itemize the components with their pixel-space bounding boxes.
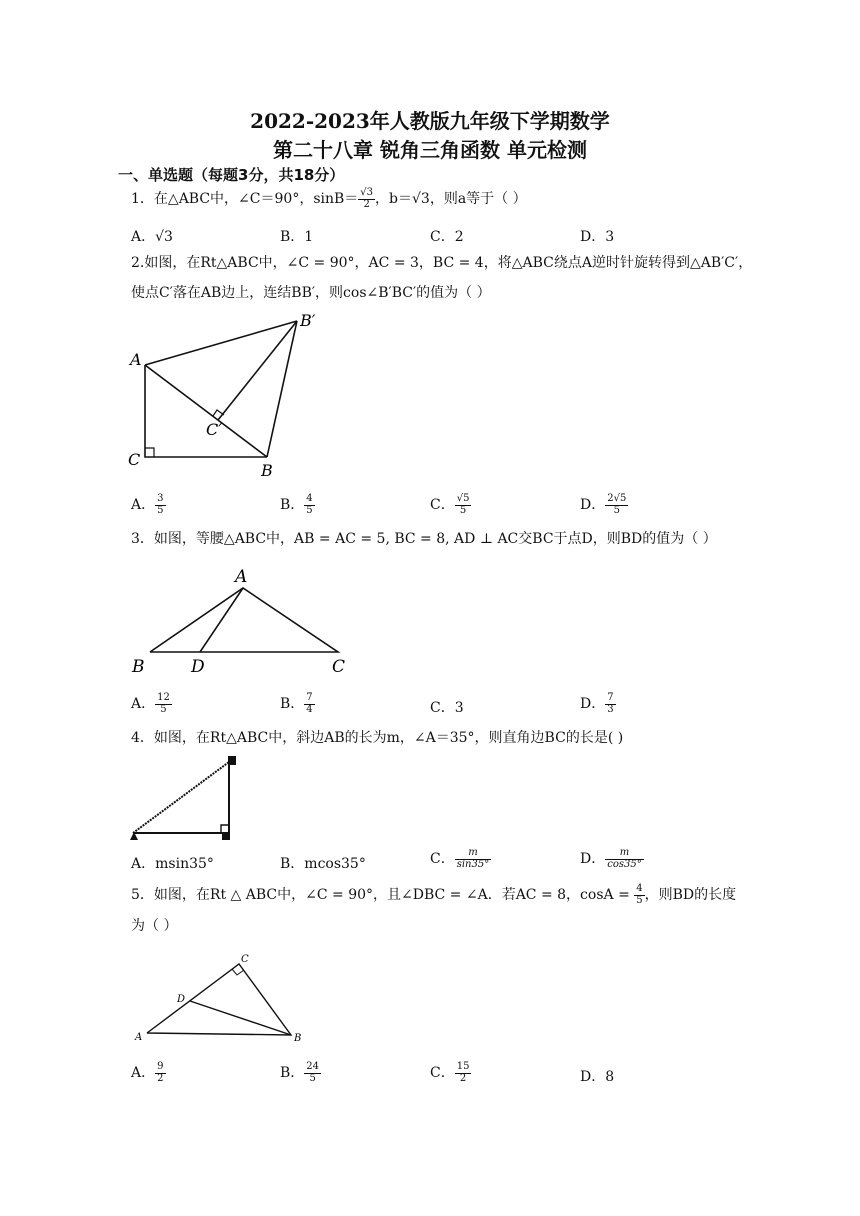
question-text: ，b＝√3，则a等于（ ） <box>375 191 527 207</box>
figure-label: B <box>132 657 145 677</box>
fraction-denominator: 5 <box>160 703 167 715</box>
fraction <box>605 693 615 715</box>
figure-q2 <box>120 306 330 482</box>
option-label: A． <box>131 696 156 712</box>
option-label: C． <box>430 229 455 245</box>
fraction-denominator: sin35° <box>456 858 490 870</box>
figure-label: D <box>191 657 205 677</box>
option-label: C． <box>430 700 455 716</box>
fraction <box>304 1062 321 1084</box>
option-a[interactable] <box>131 693 172 715</box>
question-2 <box>131 255 752 272</box>
fraction-denominator: 5 <box>613 504 620 516</box>
option-value: 2 <box>454 229 464 245</box>
fraction-denominator: 5 <box>306 504 313 516</box>
question-text: 如图，在Rt△ABC中，∠C = 90°，AC = 3，BC = 4，将△ABC绕点A逆时针旋转得到△AB′C′， <box>144 255 753 271</box>
option-a[interactable] <box>131 226 173 246</box>
fraction-denominator: 5 <box>459 504 467 516</box>
option-b[interactable] <box>280 853 366 873</box>
fraction-denominator: 2 <box>363 198 370 210</box>
figure-q4 <box>128 752 244 842</box>
fraction-denominator: 5 <box>157 504 164 516</box>
figure-label: D <box>177 994 186 1005</box>
fraction-numerator: 3 <box>157 493 164 504</box>
question-text: ，则BD的长度 <box>644 887 737 903</box>
option-b[interactable] <box>280 494 315 516</box>
figure-line <box>218 321 297 420</box>
option-label: B． <box>280 856 305 872</box>
fraction-numerator: √5 <box>456 493 470 504</box>
option-label: D． <box>580 229 606 245</box>
fraction-numerator: m <box>455 848 492 860</box>
option-c[interactable] <box>430 697 464 717</box>
figure-label: B <box>294 1033 302 1044</box>
document-title: 2022-2023年人教版九年级下学期数学 <box>250 109 610 133</box>
figure-label: A <box>235 567 248 587</box>
option-label: C． <box>430 1065 455 1081</box>
option-b[interactable] <box>280 693 315 715</box>
right-angle-mark <box>232 969 244 975</box>
fraction <box>304 494 314 516</box>
fraction <box>605 494 628 516</box>
figure-line <box>190 1001 291 1035</box>
option-value: 8 <box>605 1069 615 1085</box>
option-d[interactable] <box>580 1066 614 1086</box>
option-label: C． <box>430 851 455 867</box>
figure-label: C <box>241 954 249 965</box>
option-c[interactable] <box>430 1062 471 1084</box>
fraction-numerator: m <box>605 848 643 860</box>
option-a[interactable] <box>131 1062 166 1084</box>
fraction <box>155 693 172 715</box>
option-label: C． <box>430 497 455 513</box>
option-label: B． <box>280 1065 305 1081</box>
option-d[interactable] <box>580 494 628 516</box>
option-c[interactable] <box>430 226 464 246</box>
option-label: B． <box>280 497 305 513</box>
fraction <box>155 1062 165 1084</box>
option-label: D． <box>580 696 606 712</box>
question-number: 5． <box>131 887 154 903</box>
option-value: √3 <box>155 229 173 245</box>
fraction <box>455 494 472 516</box>
fraction-numerator: 9 <box>157 1061 164 1072</box>
option-value: 3 <box>605 229 615 245</box>
option-b[interactable] <box>280 226 313 246</box>
option-label: D． <box>580 851 606 867</box>
figure-label: C <box>128 450 141 469</box>
section-heading: 一、单选题（每题3分，共18分） <box>118 166 345 184</box>
fraction-numerator: 4 <box>636 883 643 894</box>
fraction-denominator: 2 <box>157 1072 164 1084</box>
fraction-numerator: 4 <box>306 493 313 504</box>
question-number: 2. <box>131 255 145 271</box>
fraction-numerator: 15 <box>456 1061 470 1072</box>
fraction <box>634 884 644 906</box>
option-d[interactable] <box>580 226 614 246</box>
right-angle-mark <box>221 825 229 833</box>
figure-label: A <box>130 350 142 369</box>
fraction-numerator: 7 <box>306 692 313 703</box>
question-3 <box>131 531 717 548</box>
figure-line <box>145 321 297 365</box>
figure-label: B′ <box>300 311 316 330</box>
question-text: 在△ABC中，∠C＝90°，sinB＝ <box>153 191 359 207</box>
figure-line <box>200 588 243 652</box>
option-c[interactable] <box>430 848 491 870</box>
question-number: 3． <box>131 531 154 547</box>
option-d[interactable] <box>580 848 644 870</box>
fraction-denominator: cos35° <box>607 858 642 870</box>
option-value: msin35° <box>155 856 214 872</box>
fraction-numerator: √3 <box>360 187 374 198</box>
option-label: B． <box>280 696 305 712</box>
question-1 <box>131 188 527 210</box>
option-label: A． <box>131 856 156 872</box>
figure-line <box>133 762 229 833</box>
figure-label: A <box>135 1032 143 1043</box>
fraction <box>304 693 314 715</box>
figure-line <box>267 321 297 457</box>
option-value: 3 <box>454 700 464 716</box>
question-text: 如图，在Rt △ ABC中，∠C = 90°，且∠DBC = ∠A．若AC = 8，cosA = <box>153 887 635 903</box>
figure-label: C <box>332 657 346 677</box>
fraction-denominator: 5 <box>636 894 643 906</box>
figure-label: B <box>261 461 273 480</box>
figure-q3 <box>125 562 355 680</box>
figure-label: C′ <box>206 420 222 439</box>
figure-line <box>150 588 338 652</box>
question-5-line2: 为（ ） <box>131 918 178 934</box>
option-value: mcos35° <box>304 856 366 872</box>
right-angle-mark <box>145 448 154 457</box>
option-label: D． <box>580 1069 606 1085</box>
option-label: A． <box>131 497 156 513</box>
fraction <box>155 494 165 516</box>
fraction <box>455 1062 472 1084</box>
fraction-numerator: 7 <box>607 692 614 703</box>
question-4 <box>131 730 623 747</box>
figure-line <box>145 365 267 457</box>
fraction-denominator: 2 <box>459 1072 467 1084</box>
vertex-marker <box>228 756 236 765</box>
option-value: 1 <box>304 229 314 245</box>
fraction-denominator: 4 <box>306 703 313 715</box>
fraction <box>358 188 375 210</box>
option-a[interactable] <box>131 494 166 516</box>
fraction-denominator: 5 <box>309 1072 316 1084</box>
document-subtitle: 第二十八章 锐角三角函数 单元检测 <box>273 138 587 162</box>
fraction-numerator: 24 <box>306 1061 320 1072</box>
question-number: 1． <box>131 191 154 207</box>
option-label: B． <box>280 229 305 245</box>
fraction <box>605 848 643 870</box>
figure-line <box>147 964 291 1035</box>
question-number: 4． <box>131 730 154 746</box>
question-5 <box>131 884 736 906</box>
fraction-denominator: 3 <box>607 703 614 715</box>
fraction-numerator: 12 <box>157 692 170 703</box>
option-label: D． <box>580 497 606 513</box>
vertex-marker <box>222 832 230 840</box>
option-b[interactable] <box>280 1062 321 1084</box>
figure-q5 <box>128 948 318 1048</box>
question-2-line2: 使点C′落在AB边上，连结BB′，则cos∠B′BC′的值为（ ） <box>131 285 491 301</box>
option-a[interactable] <box>131 853 214 873</box>
option-c[interactable] <box>430 494 471 516</box>
fraction <box>455 848 492 870</box>
fraction-numerator: 2√5 <box>607 493 627 504</box>
question-text: 如图，在Rt△ABC中，斜边AB的长为m，∠A＝35°，则直角边BC的长是( ) <box>153 730 624 746</box>
option-d[interactable] <box>580 693 616 715</box>
question-text: 如图，等腰△ABC中，AB = AC = 5, BC = 8, AD ⊥ AC交BC于点D，则BD的值为（ ） <box>153 531 717 547</box>
option-label: A． <box>131 229 156 245</box>
option-label: A． <box>131 1065 156 1081</box>
